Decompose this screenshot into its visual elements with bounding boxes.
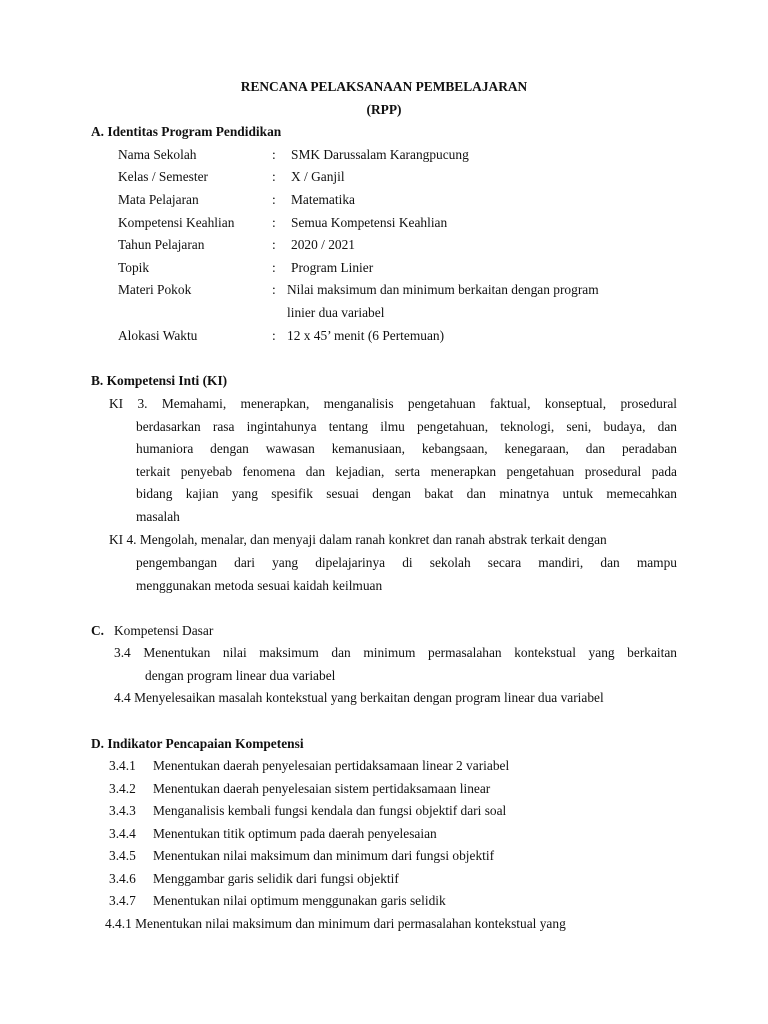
identity-label: Kompetensi Keahlian <box>118 215 235 230</box>
indicator-number: 3.4.5 <box>109 848 136 863</box>
identity-colon: : <box>272 192 276 207</box>
indicator-line: 4.4.1 Menentukan nilai maksimum dan minimum dari permasalahan kontekstual yang <box>105 916 566 931</box>
indicator-text: Menggambar garis selidik dari fungsi objektif <box>153 871 399 886</box>
section-c-heading: Kompetensi Dasar <box>114 623 214 638</box>
ki4-line: KI 4. Mengolah, menalar, dan menyaji dalam ranah konkret dan ranah abstrak terkait dengan <box>109 532 607 547</box>
identity-value: 12 x 45’ menit (6 Pertemuan) <box>287 328 445 343</box>
identity-colon: : <box>272 147 276 162</box>
identity-value: Nilai maksimum dan minimum berkaitan dengan program <box>287 282 599 297</box>
identity-value: Matematika <box>291 192 355 207</box>
identity-value: SMK Darussalam Karangpucung <box>291 147 469 162</box>
identity-label: Kelas / Semester <box>118 169 208 184</box>
ki4-line: menggunakan metoda sesuai kaidah keilmuan <box>136 578 383 593</box>
identity-value-continuation: linier dua variabel <box>287 305 385 320</box>
section-c-letter: C. <box>91 623 105 638</box>
indicator-text: Menentukan titik optimum pada daerah penyelesaian <box>153 826 437 841</box>
indicator-number: 3.4.4 <box>109 826 136 841</box>
ki3-line: terkait penyebab fenomena dan kejadian, serta menerapkan pengetahuan prosedural pada <box>136 464 677 479</box>
identity-label: Tahun Pelajaran <box>118 237 205 252</box>
identity-value: Program Linier <box>291 260 374 275</box>
ki3-line: masalah <box>136 509 180 524</box>
identity-colon: : <box>272 260 276 275</box>
identity-colon: : <box>272 282 276 297</box>
indicator-text: Menentukan nilai optimum menggunakan garis selidik <box>153 893 446 908</box>
kd-3-4-line: 3.4 Menentukan nilai maksimum dan minimum permasalahan kontekstual yang berkaitan <box>114 645 677 660</box>
indicator-number: 3.4.1 <box>109 758 136 773</box>
identity-colon: : <box>272 215 276 230</box>
identity-value: 2020 / 2021 <box>291 237 355 252</box>
identity-value: X / Ganjil <box>291 169 345 184</box>
indicator-text: Menentukan daerah penyelesaian pertidaksamaan linear 2 variabel <box>153 758 510 773</box>
indicator-text: Menganalisis kembali fungsi kendala dan fungsi objektif dari soal <box>153 803 507 818</box>
identity-colon: : <box>272 237 276 252</box>
identity-label: Materi Pokok <box>118 282 192 297</box>
identity-label: Mata Pelajaran <box>118 192 199 207</box>
indicator-text: Menentukan nilai maksimum dan minimum dari fungsi objektif <box>153 848 495 863</box>
document-title: RENCANA PELAKSANAAN PEMBELAJARAN <box>240 79 528 94</box>
ki3-line: bidang kajian yang spesifik sesuai dengan bakat dan minatnya untuk memecahkan <box>136 486 677 501</box>
ki3-line: humaniora dengan wawasan kemanusiaan, kebangsaan, kenegaraan, dan peradaban <box>136 441 677 456</box>
identity-value: Semua Kompetensi Keahlian <box>291 215 448 230</box>
identity-label: Topik <box>118 260 150 275</box>
section-d-heading: D. Indikator Pencapaian Kompetensi <box>91 736 304 751</box>
section-a-heading: A. Identitas Program Pendidikan <box>91 124 282 139</box>
indicator-number: 3.4.2 <box>109 781 136 796</box>
identity-colon: : <box>272 328 276 343</box>
indicator-number: 3.4.3 <box>109 803 136 818</box>
identity-label: Nama Sekolah <box>118 147 197 162</box>
indicator-text: Menentukan daerah penyelesaian sistem pertidaksamaan linear <box>153 781 491 796</box>
identity-colon: : <box>272 169 276 184</box>
kd-3-4-line: dengan program linear dua variabel <box>145 668 336 683</box>
section-b-heading: B. Kompetensi Inti (KI) <box>91 373 228 388</box>
document-subtitle: (RPP) <box>366 102 402 117</box>
indicator-number: 3.4.7 <box>109 893 136 908</box>
identity-label: Alokasi Waktu <box>118 328 198 343</box>
kd-4-4-line: 4.4 Menyelesaikan masalah kontekstual yang berkaitan dengan program linear dua variabel <box>114 690 604 705</box>
indicator-number: 3.4.6 <box>109 871 136 886</box>
ki3-line: KI 3. Memahami, menerapkan, menganalisis pengetahuan faktual, konseptual, prosedural <box>109 396 677 411</box>
ki4-line: pengembangan dari yang dipelajarinya di sekolah secara mandiri, dan mampu <box>136 555 677 570</box>
ki3-line: berdasarkan rasa ingintahunya tentang ilmu pengetahuan, teknologi, seni, budaya, dan <box>136 419 677 434</box>
